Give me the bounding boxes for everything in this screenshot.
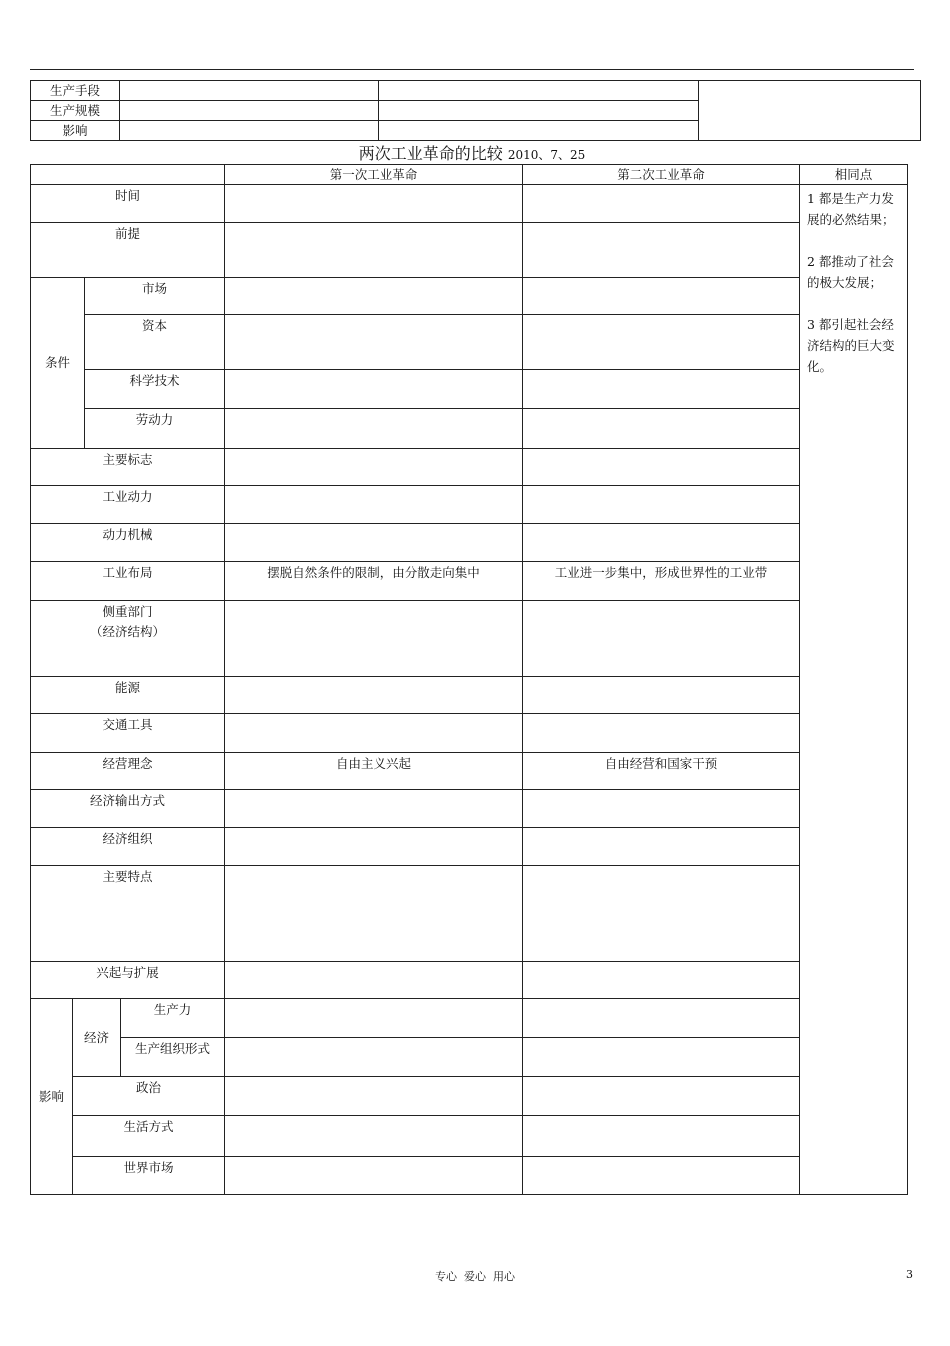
- layout-second: 工业进一步集中，形成世界性的工业带: [523, 562, 800, 601]
- header-second: 第二次工业革命: [523, 165, 800, 185]
- row-label: 生活方式: [73, 1116, 225, 1157]
- row-label: 劳动力: [85, 409, 225, 449]
- group-label-conditions: 条件: [31, 278, 85, 449]
- header-rule: [30, 69, 914, 70]
- idea-first: 自由主义兴起: [225, 753, 523, 790]
- same-point: 2 都推动了社会的极大发展；: [807, 254, 894, 290]
- header-first: 第一次工业革命: [225, 165, 523, 185]
- row-label: 工业布局: [31, 562, 225, 601]
- row-label: 世界市场: [73, 1157, 225, 1195]
- row-label: 前提: [31, 223, 225, 278]
- comparison-table: [30, 164, 908, 1195]
- page-number: 3: [906, 1268, 913, 1281]
- row-label: 主要标志: [31, 449, 225, 486]
- row-label: 交通工具: [31, 714, 225, 753]
- top-row-label: 影响: [31, 121, 120, 141]
- row-label: 主要特点: [31, 866, 225, 962]
- same-point: 1 都是生产力发展的必然结果；: [807, 191, 895, 227]
- group-label-impact: 影响: [31, 999, 73, 1195]
- row-label: 资本: [85, 315, 225, 370]
- page-title: 两次工业革命的比较 2010、7、25: [358, 144, 586, 163]
- row-label: 科学技术: [85, 370, 225, 409]
- idea-second: 自由经营和国家干预: [523, 753, 800, 790]
- row-label: 工业动力: [31, 486, 225, 524]
- top-row-label: 生产规模: [31, 101, 120, 121]
- row-label: 动力机械: [31, 524, 225, 562]
- top-fragment-table: [30, 80, 921, 141]
- group-label-economy: 经济: [73, 999, 121, 1077]
- row-label: 经营理念: [31, 753, 225, 790]
- row-label: 时间: [31, 185, 225, 223]
- row-label: 生产力: [121, 999, 225, 1038]
- row-label: 市场: [85, 278, 225, 315]
- row-label: 侧重部门 （经济结构）: [31, 601, 225, 677]
- row-label: 兴起与扩展: [31, 962, 225, 999]
- same-point: 3 都引起社会经济结构的巨大变化。: [807, 317, 895, 374]
- title-date: 2010、7、25: [507, 148, 586, 162]
- row-label: 经济输出方式: [31, 790, 225, 828]
- same-points-cell: [800, 185, 908, 1195]
- row-label: 经济组织: [31, 828, 225, 866]
- row-label: 生产组织形式: [121, 1038, 225, 1077]
- page-footer: 专心 爱心 用心: [435, 1270, 515, 1283]
- header-same: 相同点: [800, 165, 908, 185]
- row-label: 政治: [73, 1077, 225, 1116]
- top-row-label: 生产手段: [31, 81, 120, 101]
- row-label: 能源: [31, 677, 225, 714]
- layout-first: 摆脱自然条件的限制，由分散走向集中: [225, 562, 523, 601]
